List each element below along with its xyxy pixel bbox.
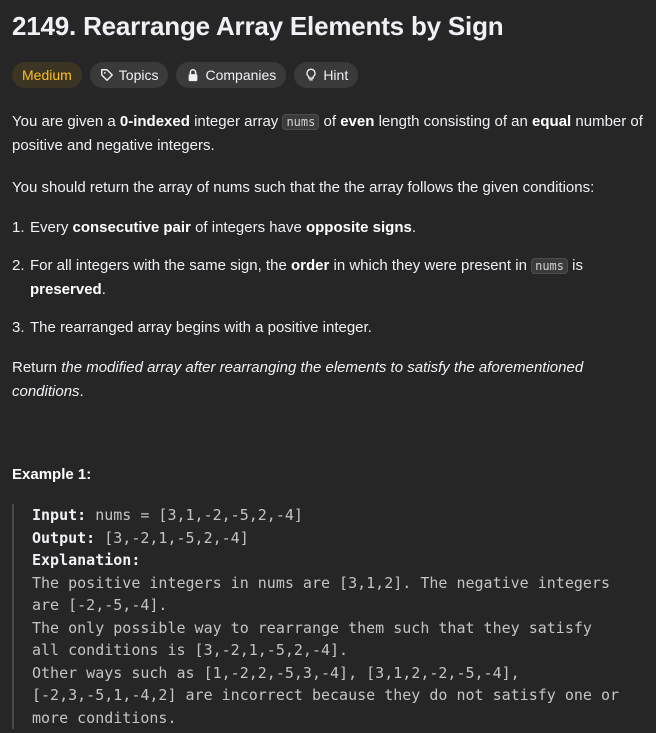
output-label: Output: — [32, 528, 96, 547]
explanation-line: The only possible way to rearrange them such that they satisfy — [32, 618, 592, 637]
topics-label: Topics — [118, 67, 159, 83]
tag-row — [12, 62, 644, 88]
lock-icon — [186, 68, 200, 82]
inline-code: nums — [531, 258, 568, 274]
hint-label: Hint — [323, 67, 349, 83]
conditions-list — [12, 216, 644, 340]
problem-title[interactable]: 2149. Rearrange Array Elements by Sign — [12, 11, 504, 41]
condition-item: 2. For all integers with the same sign, the order in which they were present in nums is preserved. — [12, 257, 583, 298]
companies-button[interactable] — [176, 62, 286, 88]
input-value: nums = [3,1,-2,-5,2,-4] — [86, 506, 303, 524]
explanation-line: all conditions is [3,-2,1,-5,2,-4]. — [32, 641, 349, 659]
output-value: [3,-2,1,-5,2,-4] — [95, 528, 249, 547]
companies-label: Companies — [205, 67, 277, 83]
tag-icon — [100, 68, 114, 82]
example-title: Example 1: — [12, 466, 92, 483]
topics-button[interactable] — [90, 62, 169, 88]
explanation-line: are [-2,-5,-4]. — [32, 596, 168, 614]
lightbulb-icon — [304, 68, 318, 82]
description-paragraph: You are given a 0-indexed integer array nums of even length consisting of an equal number of positive and negative integers. — [12, 113, 643, 154]
inline-code: nums — [282, 114, 319, 130]
explanation-line: Other ways such as [1,-2,2,-5,3,-4], [3,1,2,-2,-5,-4], — [32, 663, 520, 682]
input-label: Input: — [32, 506, 87, 524]
conditions-intro: You should return the array of nums such that the the array follows the given conditions: — [12, 179, 595, 196]
hint-button[interactable] — [294, 62, 358, 88]
explanation-line: The positive integers in nums are [3,1,2]. The negative integers — [32, 573, 610, 592]
explanation-line: more conditions. — [32, 708, 177, 727]
return-statement: Return the modified array after rearranging the elements to satisfy the aforementioned conditions. — [12, 359, 584, 400]
example-block — [12, 504, 644, 729]
condition-item: 3. The rearranged array begins with a positive integer. — [12, 319, 372, 336]
explanation-label: Explanation: — [32, 551, 141, 569]
difficulty-badge: Medium — [12, 62, 82, 88]
condition-item: 1. Every consecutive pair of integers have opposite signs. — [12, 219, 416, 236]
explanation-line: [-2,3,-5,1,-4,2] are incorrect because they do not satisfy one or — [32, 686, 619, 704]
